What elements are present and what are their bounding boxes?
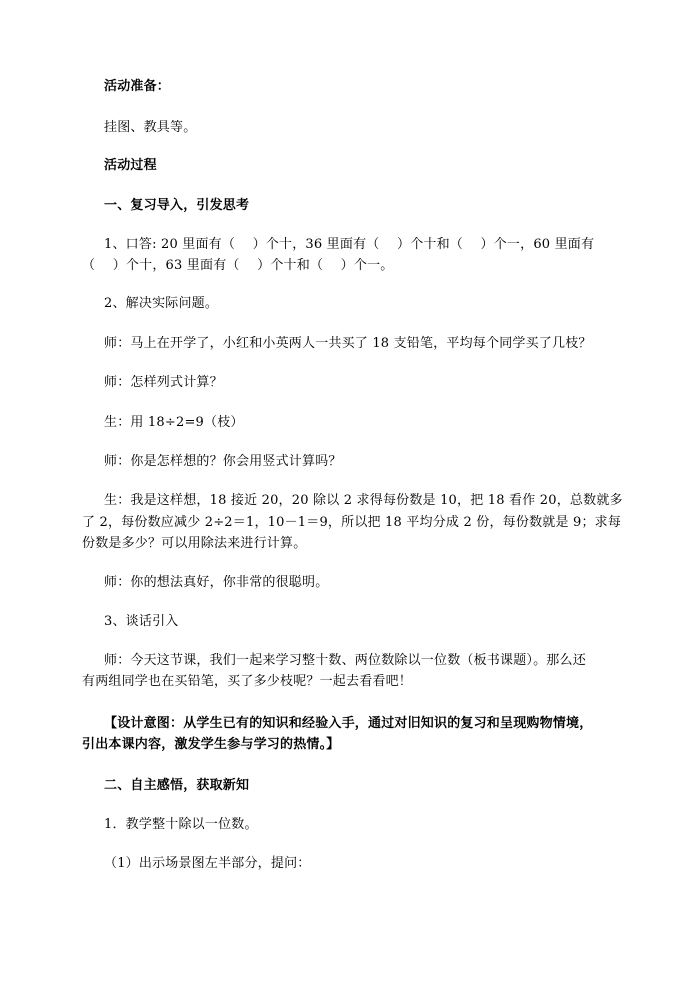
conversation-intro-heading: 3、谈话引入 [104,614,179,629]
activity-process-heading: 活动过程 [104,158,157,173]
student-line-1: 生：用 18÷2=9（枝） [104,415,244,430]
oral-question-line-2: （ ）个十，63 里面有（ ）个十和（ ）个一。 [82,258,394,273]
student-answer-line-1: 生：我是这样想，18 接近 20，20 除以 2 求得每份数是 10，把 18 看作 20，总数就多 [104,493,623,508]
teaching-point-1: 1．教学整十除以一位数。 [104,817,258,832]
activity-prep-text: 挂图、教具等。 [104,120,197,135]
oral-question-line-1: 1、口答: 20 里面有（ ）个十，36 里面有（ ）个十和（ ）个一，60 里面有 [104,237,595,252]
teaching-point-1-sub: （1）出示场景图左半部分，提问： [104,856,311,871]
section-one-heading: 一、复习导入，引发思考 [104,198,250,213]
design-intent-line-2: 引出本课内容，激发学生参与学习的热情。】 [82,737,340,752]
student-answer-line-2: 了 2，每份数应减少 2÷2＝1，10－1＝9，所以把 18 平均分成 2 份，每份数就是 9；求每 [82,515,622,530]
teacher-line-2: 师：怎样列式计算？ [104,375,223,390]
student-answer-line-3: 份数是多少？可以用除法来进行计算。 [82,536,307,551]
design-intent-line-1: 【设计意图：从学生已有的知识和经验入手，通过对旧知识的复习和呈现购物情境， [104,716,593,731]
teacher-line-4: 师：你的想法真好，你非常的很聪明。 [104,575,329,590]
section-two-heading: 二、自主感悟，获取新知 [104,778,250,793]
teacher-intro-line-1: 师：今天这节课，我们一起来学习整十数、两位数除以一位数（板书课题）。那么还 [104,653,586,668]
practical-problem-heading: 2、解决实际问题。 [104,296,219,311]
activity-prep-heading: 活动准备： [104,79,171,94]
teacher-line-1: 师：马上在开学了，小红和小英两人一共买了 18 支铅笔，平均每个同学买了几枝？ [104,336,592,351]
teacher-line-3: 师：你是怎样想的？你会用竖式计算吗？ [104,454,342,469]
teacher-intro-line-2: 有两组同学也在买铅笔，买了多少枝呢？一起去看看吧！ [82,674,413,689]
